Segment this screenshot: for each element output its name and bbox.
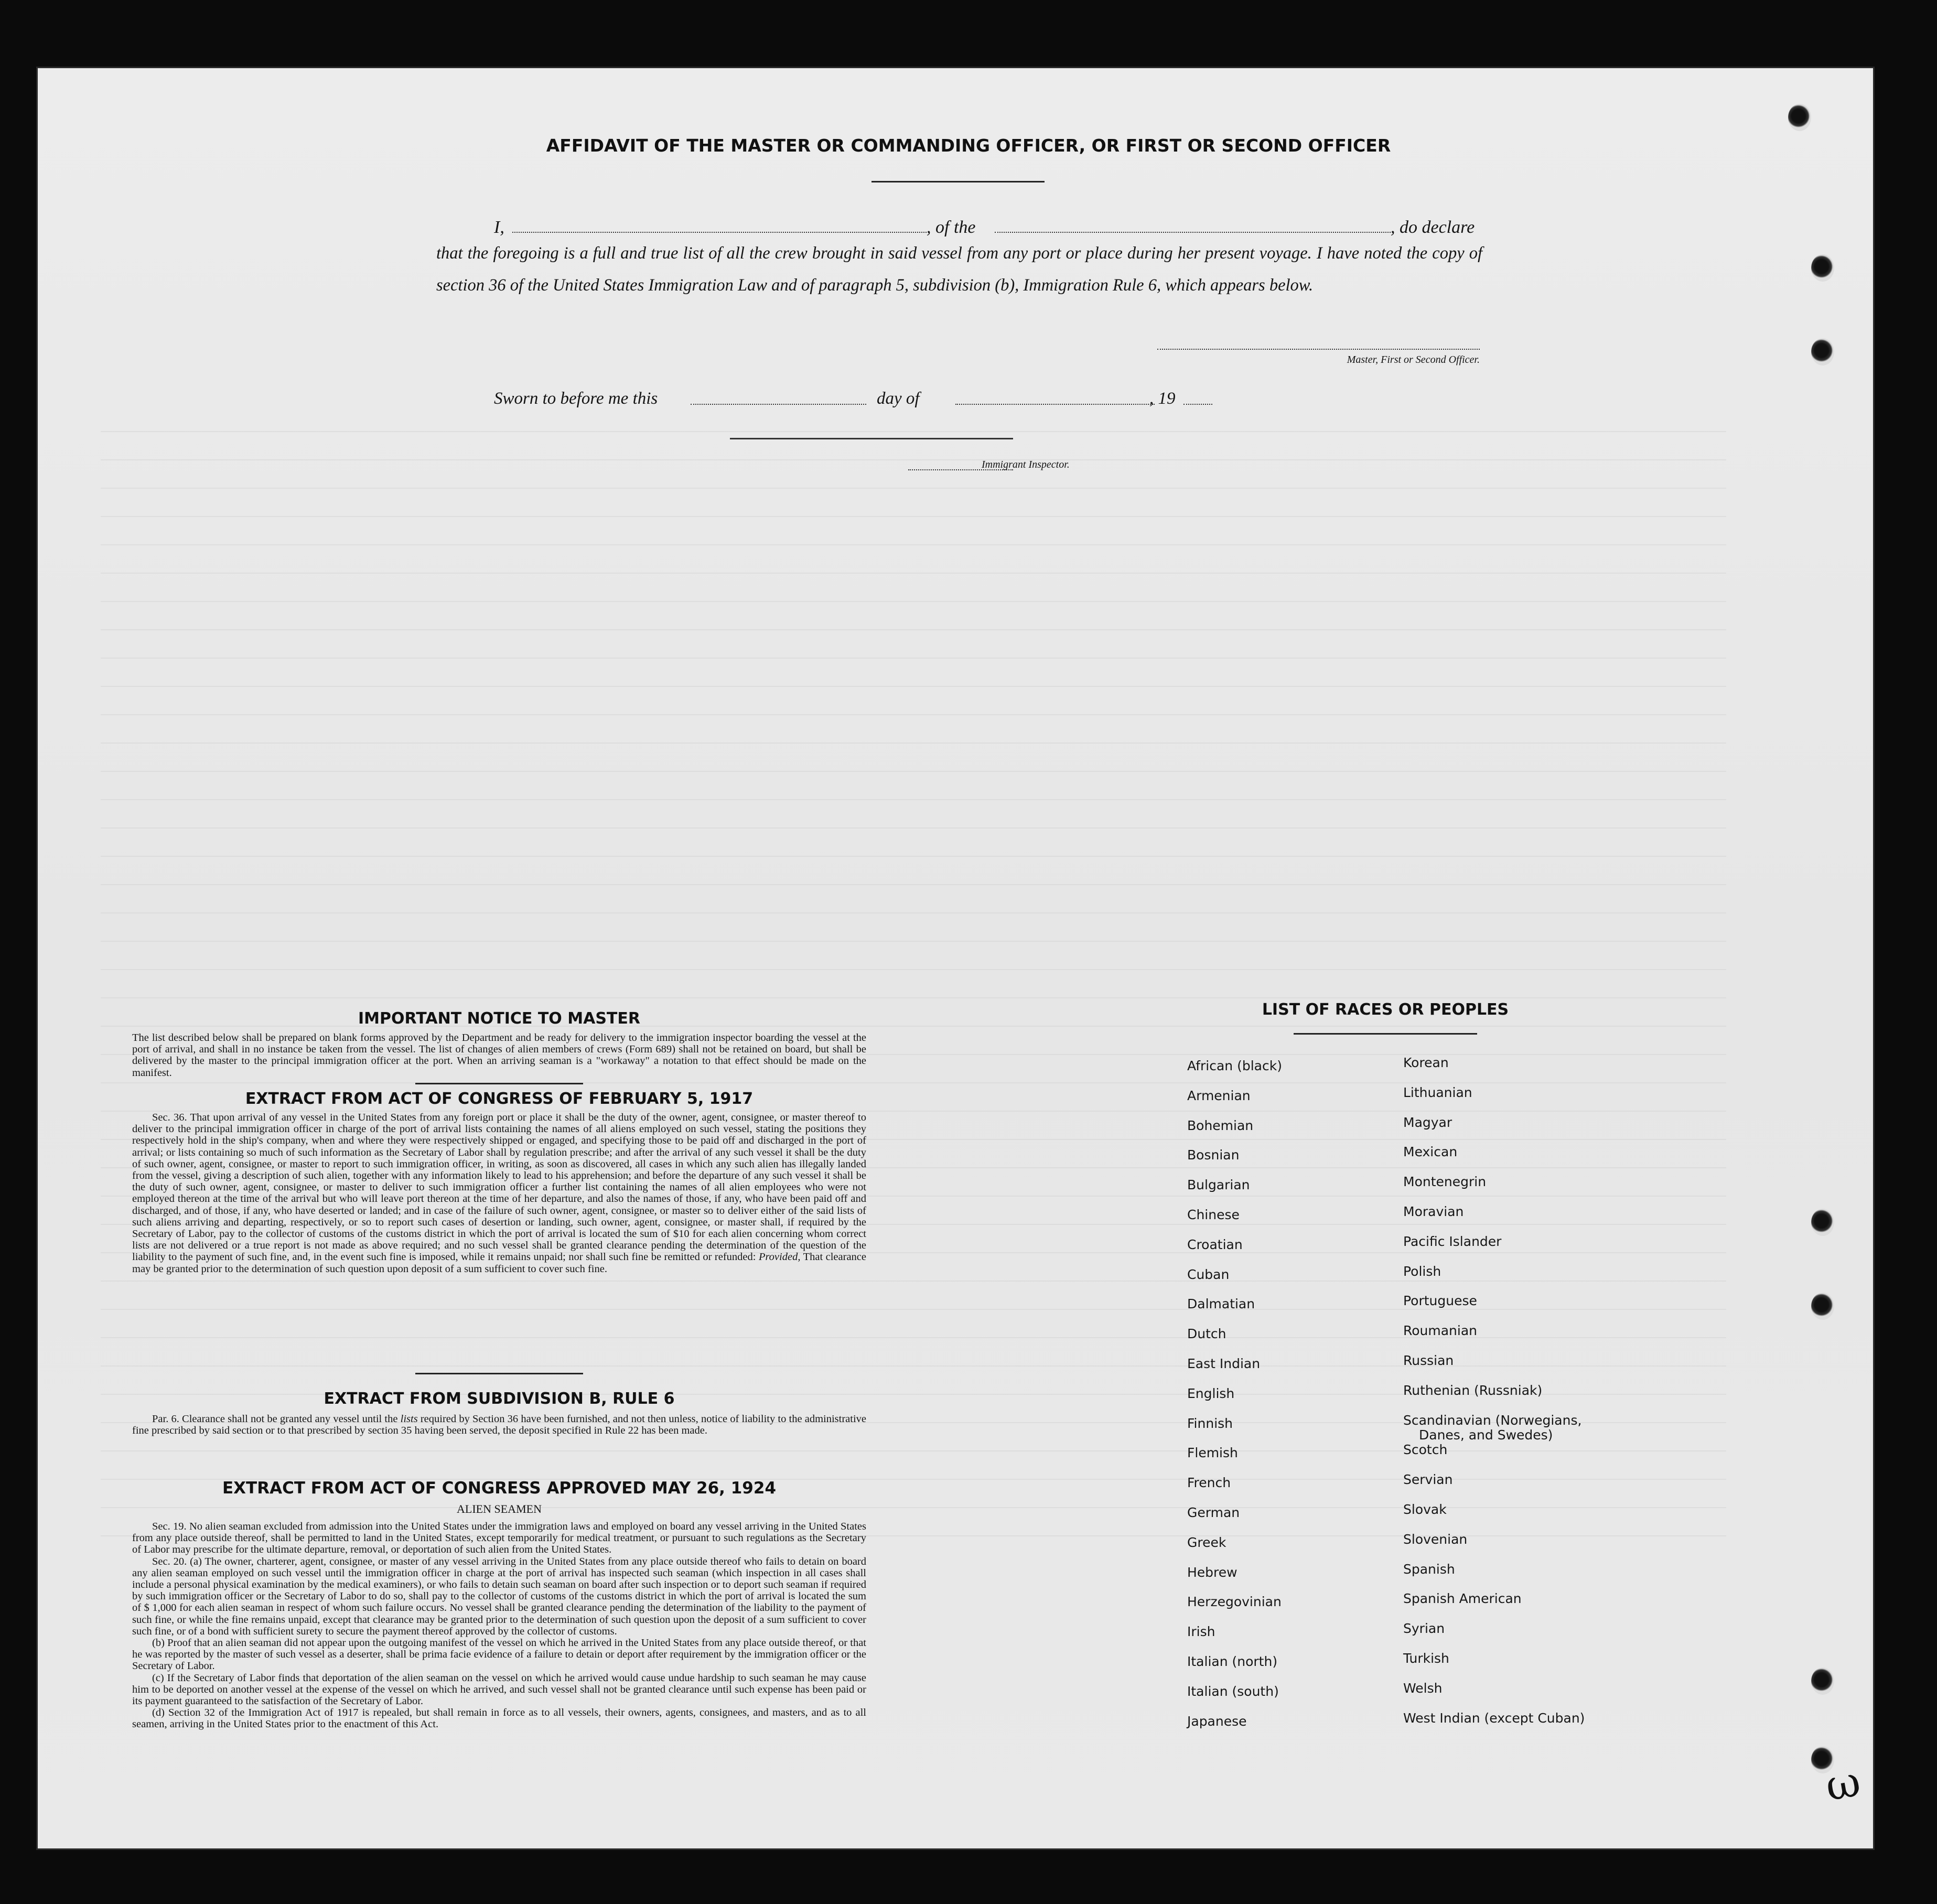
race-right-item: Slovak: [1403, 1502, 1447, 1517]
extract-1924-title: EXTRACT FROM ACT OF CONGRESS APPROVED MAY 26, 1924: [222, 1479, 777, 1498]
race-right-item: Servian: [1403, 1472, 1453, 1488]
race-left-item: African (black): [1187, 1058, 1282, 1073]
notice-body: The list described below shall be prepared on blank forms approved by the Department and be ready for delivery to the immigration inspector boarding the vessel at the port of arrival, and shall in no instance be taken from the vessel. The list of changes of alien members of crews (Form 689) shall not be retained on board, but shall be delivered by the master to the principal immigration officer at the port. When an arriving seaman is a "workaway" a notation to that effect should be made on the manifest.: [132, 1032, 866, 1079]
race-left-item: Italian (north): [1187, 1654, 1278, 1669]
sworn-month-blank[interactable]: [955, 404, 1155, 405]
inspector-signature-line[interactable]: [730, 438, 1013, 439]
rule6-lists-word: lists: [400, 1413, 418, 1425]
punch-hole-1: [1788, 104, 1811, 131]
affidavit-line1-i: I,: [494, 218, 504, 237]
affidavit-line1-of: , of the: [927, 218, 976, 237]
master-signature-label: Master, First or Second Officer.: [1347, 354, 1480, 365]
race-right-item: Scandinavian (Norwegians,: [1403, 1412, 1582, 1428]
extract-1924-subtitle: ALIEN SEAMEN: [457, 1502, 542, 1515]
race-right-item: Portuguese: [1403, 1293, 1477, 1309]
race-right-item: Scotch: [1403, 1442, 1448, 1458]
notice-rule: [415, 1083, 583, 1084]
race-right-item: Russian: [1403, 1353, 1454, 1368]
race-right-item: Magyar: [1403, 1114, 1452, 1130]
punch-hole-3: [1811, 338, 1834, 365]
sworn-prefix: Sworn to before me this: [494, 389, 658, 408]
race-right-item: Slovenian: [1403, 1531, 1468, 1547]
race-left-item: Croatian: [1187, 1236, 1243, 1252]
race-left-item: Dalmatian: [1187, 1296, 1255, 1312]
punch-hole-5: [1811, 1293, 1834, 1320]
race-right-item: Syrian: [1403, 1621, 1445, 1637]
vessel-blank[interactable]: [995, 232, 1391, 233]
race-left-item: Bohemian: [1187, 1117, 1254, 1133]
race-left-item: Finnish: [1187, 1415, 1233, 1431]
race-right-item: Mexican: [1403, 1144, 1458, 1160]
race-right-item: Lithuanian: [1403, 1084, 1472, 1100]
rule6-text-a: Par. 6. Clearance shall not be granted any vessel until the: [152, 1413, 398, 1425]
extract-1924-body: [132, 1521, 866, 1730]
race-right-item: Spanish: [1403, 1561, 1455, 1577]
sworn-year-label: , 19: [1149, 389, 1176, 408]
race-left-item: French: [1187, 1475, 1231, 1491]
race-left-item: Flemish: [1187, 1445, 1238, 1461]
race-left-item: Japanese: [1187, 1713, 1247, 1729]
race-left-item: Chinese: [1187, 1207, 1240, 1222]
extract-1917-body: [132, 1112, 866, 1275]
handwritten-mark: ω: [1822, 1757, 1864, 1811]
race-right-item: Spanish American: [1403, 1591, 1522, 1607]
sworn-year-blank[interactable]: [1183, 404, 1212, 405]
race-left-item: Dutch: [1187, 1326, 1226, 1342]
sec20c-paragraph: (c) If the Secretary of Labor finds that deportation of the alien seaman on the vessel on which he arrived would cause undue hardship to such seaman he may cause him to be deported on another vessel at the expense of the vessel on which he arrived, and such vessel shall not be granted clearance until such expense has been paid or its payment guaranteed to the satisfaction of the Secretary of Labor.: [132, 1672, 866, 1707]
race-left-item: Armenian: [1187, 1088, 1251, 1103]
race-right-item: Korean: [1403, 1055, 1449, 1070]
race-left-item: East Indian: [1187, 1356, 1261, 1371]
race-left-item: Irish: [1187, 1624, 1215, 1640]
race-right-item: Welsh: [1403, 1680, 1443, 1696]
race-left-item: Greek: [1187, 1534, 1226, 1550]
master-signature-line[interactable]: [1157, 349, 1480, 350]
document-sheet: [38, 68, 1873, 1848]
sec20b-paragraph: (b) Proof that an alien seaman did not appear upon the outgoing manifest of the vessel on which he arrived in the United States from any place outside thereof, or that he was reported by the master of such vessel as a deserter, shall be prima facie evidence of a failure to detain or deport after requirement by the immigration officer or the Secretary of Labor.: [132, 1637, 866, 1672]
race-left-item: Bosnian: [1187, 1147, 1240, 1163]
punch-hole-4: [1811, 1209, 1834, 1236]
sec20a-paragraph: Sec. 20. (a) The owner, charterer, agent, consignee, or master of any vessel arriving in the United States from any place outside thereof who fails to detain on board any alien seaman employed on such vessel until the immigration officer in charge at the port of arrival has inspected such seaman (which inspection in all cases shall include a personal physical examination by the medical examiners), or who fails to detain such seaman on board after such inspection or to deport such seaman if required by such immigration officer or the Secretary of Labor to do so, shall pay to the collector of customs of the customs district in which the port of arrival is located the sum of $ 1,000 for each alien seaman in respect of whom such failure occurs. No vessel shall be granted clearance pending the determination of the liability to the payment of such fine, or while the fine remains unpaid, except that clearance may be granted prior to the determination of such question upon the deposit of a sum sufficient to cover such fine, or of a bond with sufficient surety to secure the payment thereof approved by the collector of customs.: [132, 1555, 866, 1637]
inspector-label: Immigrant Inspector.: [982, 459, 1070, 470]
affidavit-title-rule: [871, 181, 1045, 182]
race-right-item: West Indian (except Cuban): [1403, 1710, 1585, 1726]
sec19-paragraph: Sec. 19. No alien seaman excluded from admission into the United States under the immigration laws and employed on board any vessel arriving in the United States from any place outside thereof, shall be permitted to land in the United States, except temporarily for medical treatment, or pursuant to such regulations as the Secretary of Labor may prescribe for the ultimate departure, removal, or deportation of such alien from the United States.: [132, 1521, 866, 1556]
race-left-item: German: [1187, 1505, 1240, 1520]
race-left-item: Hebrew: [1187, 1564, 1237, 1580]
punch-hole-2: [1811, 254, 1834, 282]
extract-1917-proviso-word: Provided,: [758, 1251, 801, 1263]
name-blank[interactable]: [512, 232, 927, 233]
sworn-day-label: day of: [877, 389, 920, 408]
race-left-item: Herzegovinian: [1187, 1594, 1282, 1610]
punch-hole-6: [1811, 1668, 1834, 1695]
sworn-day-blank[interactable]: [691, 404, 866, 405]
races-title: LIST OF RACES OR PEOPLES: [1262, 1001, 1509, 1019]
notice-title: IMPORTANT NOTICE TO MASTER: [358, 1009, 640, 1028]
rule6-body: [132, 1413, 866, 1436]
race-right-item: Turkish: [1403, 1651, 1449, 1666]
extract-1917-proviso-rest: That clearance may be granted prior to the determination of such question upon deposit of a sum sufficient to cover such fine.: [132, 1251, 866, 1275]
affidavit-title: AFFIDAVIT OF THE MASTER OR COMMANDING OFFICER, OR FIRST OR SECOND OFFICER: [546, 135, 1391, 156]
rule6-title: EXTRACT FROM SUBDIVISION B, RULE 6: [324, 1390, 675, 1408]
race-right-item: Montenegrin: [1403, 1174, 1487, 1190]
sec20d-paragraph: (d) Section 32 of the Immigration Act of 1917 is repealed, but shall remain in force as to all vessels, their owners, agents, consignees, and masters, and as to all seamen, arriving in the United States prior to the enactment of this Act.: [132, 1707, 866, 1730]
race-right-item: Moravian: [1403, 1204, 1464, 1219]
race-right-item: Roumanian: [1403, 1323, 1478, 1339]
race-left-item: Cuban: [1187, 1266, 1230, 1282]
races-title-rule: [1294, 1033, 1477, 1035]
extract-1917-text: Sec. 36. That upon arrival of any vessel in the United States from any foreign port or place it shall be the duty of the owner, agent, consignee, or master thereof to deliver to the principal immigration officer in charge of the port of arrival lists containing the names of all aliens employed on such vessel, stating the positions they respectively hold in the ship's company, when and where they were respectively shipped or engaged, and specifying those to be paid off and discharged in the port of arrival; or lists containing so much of such information as the Secretary of Labor shall by regulation prescribe; and after the arrival of any such vessel it shall be the duty of such owner, agent, consignee, or master to report to such immigration officer, in writing, as soon as discovered, all cases in which any such alien has illegally landed from the vessel, giving a description of such alien, together with any information likely to lead to his apprehension; and before the departure of any such vessel it shall be the duty of such owner, agent, consignee, or master to deliver to such immigration officer a further list containing the names of all alien employees who were not employed thereon at the time of the arrival but who will leave port thereon at the time of her departure, and also the names of those, if any, who have been paid off and discharged, and of those, if any, who have deserted or landed; and in case of the failure of such owner, agent, consignee, or master so to deliver either of the said lists of such aliens arriving and departing, respectively, or so to report such cases of desertion or landing, such owner, agent, consignee, or master shall, if required by the Secretary of Labor, pay to the collector of customs of the customs district in which the port of arrival is located the sum of $10 for each alien concerning whom correct lists are not delivered or a true report is not made as above required; and no such vessel shall be granted clearance pending the determination of the question of the liability to the payment of such fine, and, in the event such fine is imposed, while it remains unpaid; nor shall such fine be remitted or refunded:: [132, 1112, 866, 1263]
race-right-item: Pacific Islander: [1403, 1233, 1502, 1249]
race-left-item: English: [1187, 1385, 1235, 1401]
rule6-text-b: required by Section 36 have been furnished, and not then unless, notice of liability to the administrative fine prescribed by said section or to that prescribed by section 35 having been served, the deposit specified in Rule 22 has been made.: [132, 1413, 867, 1437]
extract-1917-title: EXTRACT FROM ACT OF CONGRESS OF FEBRUARY 5, 1917: [245, 1090, 754, 1108]
affidavit-line1-declare: , do declare: [1391, 218, 1475, 237]
affidavit-body: that the foregoing is a full and true list of all the crew brought in said vessel from any port or place during her present voyage. I have noted the copy of section 36 of the United States Immigration Law and of paragraph 5, subdivision (b), Immigration Rule 6, which appears below.: [436, 244, 1482, 295]
race-right-item: Danes, and Swedes): [1419, 1427, 1553, 1443]
race-left-item: Italian (south): [1187, 1683, 1279, 1699]
extract-1917-rule: [415, 1373, 583, 1374]
race-right-item: Polish: [1403, 1263, 1441, 1279]
race-left-item: Bulgarian: [1187, 1177, 1250, 1193]
race-right-item: Ruthenian (Russniak): [1403, 1382, 1543, 1398]
